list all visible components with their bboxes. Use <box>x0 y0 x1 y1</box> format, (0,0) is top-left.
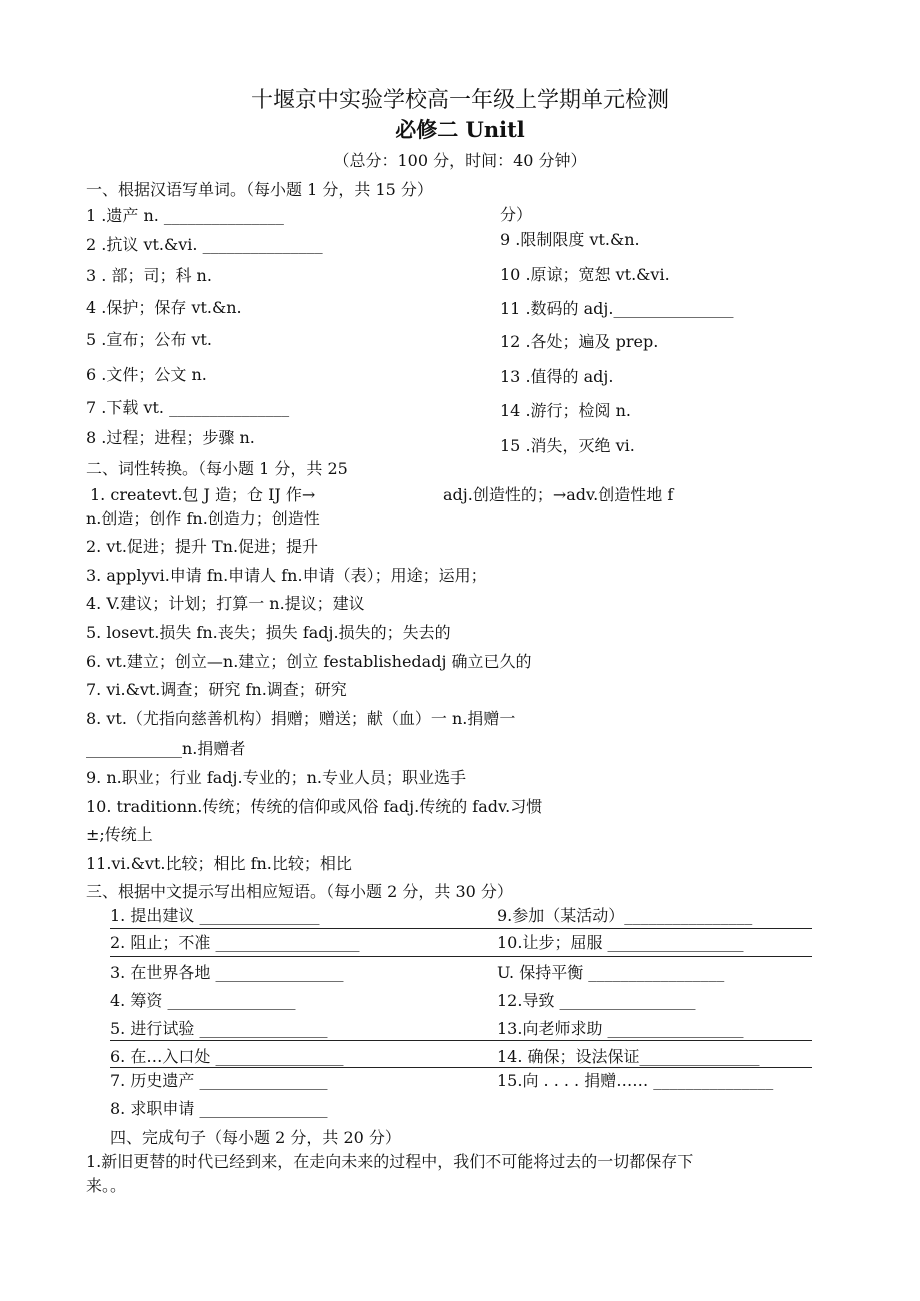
s1-item-4: 4 .保护；保存 vt.&n. <box>86 298 242 317</box>
s4-q1-line2: 来。。 <box>86 1176 127 1195</box>
s1-item-7: 7 .下载 vt. _______________ <box>86 398 290 417</box>
s2-line-1a: 1. createvt.包 J 造；仓 IJ 作→ <box>90 485 316 504</box>
s4-q1-line1: 1.新旧更替的时代已经到来，在走向未来的过程中，我们不可能将过去的一切都保存下 <box>86 1152 694 1171</box>
s3-rule-4 <box>110 1067 812 1068</box>
s1-item-5: 5 .宣布；公布 vt. <box>86 330 212 349</box>
s3-item-7: 7. 历史遗产 ________________ <box>110 1071 328 1090</box>
s2-line-6: 6. vt.建立；创立—n.建立；创立 festablishedadj 确立已久的 <box>86 652 532 671</box>
s3-item-10: 10.让步；屈服 _________________ <box>497 933 744 952</box>
section4-heading: 四、完成句子（每小题 2 分，共 20 分） <box>110 1128 401 1147</box>
s3-item-4: 4. 筹资 ________________ <box>110 991 296 1010</box>
s3-rule-2 <box>110 956 812 957</box>
section1-overflow: 分） <box>500 205 533 224</box>
s3-item-14: 14. 确保；设法保证_______________ <box>497 1047 760 1066</box>
s3-item-3: 3. 在世界各地 ________________ <box>110 963 344 982</box>
exam-subtitle: 必修二 Unitl <box>395 117 525 142</box>
s3-item-5: 5. 进行试验 ________________ <box>110 1019 328 1038</box>
s1-item-8: 8 .过程；进程；步骤 n. <box>86 428 255 447</box>
s2-line-1c: n.创造；创作 fn.创造力；创造性 <box>86 509 320 528</box>
s2-line-10b: ±;传统上 <box>86 825 153 844</box>
s1-item-13: 13 .值得的 adj. <box>500 367 614 386</box>
s3-item-2: 2. 阻止；不准 __________________ <box>110 933 360 952</box>
s2-line-3: 3. applyvi.申请 fn.申请人 fn.申请（表）；用途；运用； <box>86 566 487 585</box>
s1-item-14: 14 .游行；检阅 n. <box>500 401 632 420</box>
section2-heading: 二、词性转换。（每小题 1 分，共 25 <box>86 459 348 478</box>
s1-item-1: 1 .遗产 n. _______________ <box>86 206 284 225</box>
s2-line-10: 10. traditionn.传统；传统的信仰或风俗 fadj.传统的 fadv.习惯 <box>86 797 543 816</box>
s1-item-11: 11 .数码的 adj._______________ <box>500 299 734 318</box>
s2-line-2: 2. vt.促进；提升 Tn.促进；提升 <box>86 537 319 556</box>
section3-heading: 三、根据中文提示写出相应短语。（每小题 2 分，共 30 分） <box>86 882 513 901</box>
s1-item-15: 15 .消失，灭绝 vi. <box>500 436 635 455</box>
s2-line-9: 9. n.职业；行业 fadj.专业的；n.专业人员；职业选手 <box>86 768 466 787</box>
s3-item-1: 1. 提出建议 _______________ <box>110 906 320 925</box>
s3-item-6: 6. 在…入口处 ________________ <box>110 1047 344 1066</box>
s3-item-8: 8. 求职申请 ________________ <box>110 1099 328 1118</box>
score-info: （总分：100 分，时间：40 分钟） <box>333 151 587 170</box>
s3-item-15: 15.向 . . . . 捐赠…… _______________ <box>497 1071 774 1090</box>
s2-line-1b: adj.创造性的；→adv.创造性地 f <box>443 485 674 504</box>
s2-line-7: 7. vi.&vt.调查；研究 fn.调查；研究 <box>86 680 347 699</box>
s2-line-8: 8. vt.（尤指向慈善机构）捐赠；赠送；献（血）一 n.捐赠一 <box>86 709 516 728</box>
exam-title: 十堰京中实验学校高一年级上学期单元检测 <box>250 88 669 113</box>
s2-line-11: 11.vi.&vt.比较；相比 fn.比较；相比 <box>86 854 352 873</box>
s3-item-12: 12.导致 _________________ <box>497 991 696 1010</box>
s3-item-9: 9.参加（某活动）________________ <box>497 906 753 925</box>
s2-line-8b: ____________n.捐赠者 <box>86 739 246 758</box>
s1-item-9: 9 .限制限度 vt.&n. <box>500 230 640 249</box>
s1-item-12: 12 .各处；遍及 prep. <box>500 332 659 351</box>
s1-item-3: 3 . 部；司；科 n. <box>86 266 212 285</box>
s1-item-6: 6 .文件；公文 n. <box>86 365 207 384</box>
s3-item-11: U. 保持平衡 _________________ <box>497 963 725 982</box>
s1-item-10: 10 .原谅；宽恕 vt.&vi. <box>500 265 670 284</box>
s2-line-5: 5. losevt.损失 fn.丧失；损失 fadj.损失的；失去的 <box>86 623 451 642</box>
s3-rule-1 <box>110 928 812 929</box>
s2-line-4: 4. V.建议；计划；打算一 n.提议；建议 <box>86 594 365 613</box>
s3-rule-3 <box>110 1040 812 1041</box>
s3-item-13: 13.向老师求助 _________________ <box>497 1019 744 1038</box>
s1-item-2: 2 .抗议 vt.&vi. _______________ <box>86 235 323 254</box>
section1-heading: 一、根据汉语写单词。（每小题 1 分，共 15 分） <box>86 180 433 199</box>
